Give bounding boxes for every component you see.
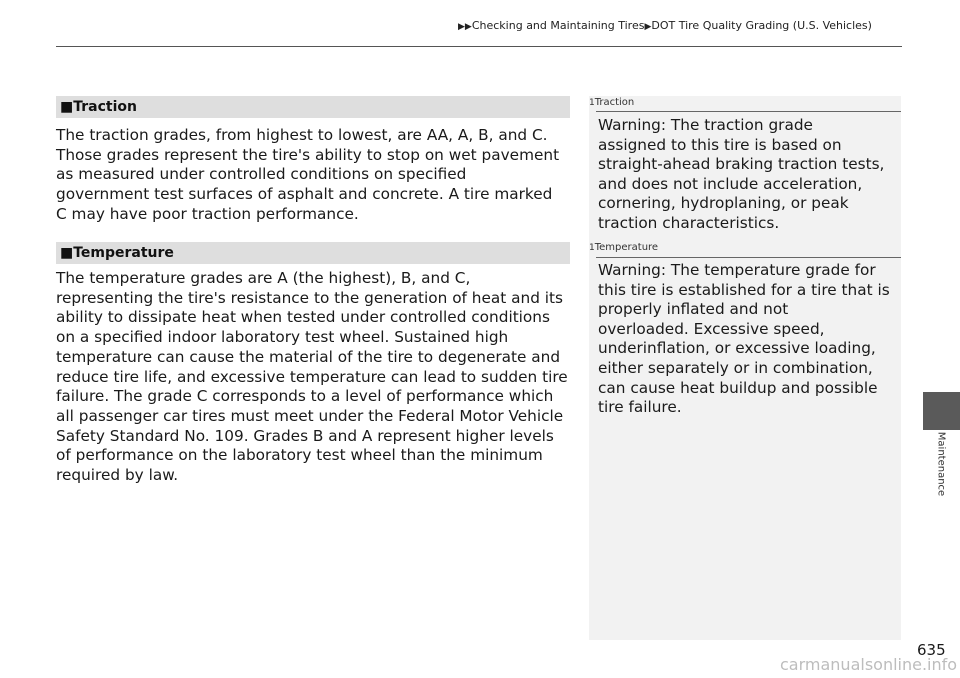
traction-heading-bar [56,96,570,118]
text-line: overloaded. Excessive speed, [598,319,825,338]
breadcrumb-item-dot-grading[interactable]: DOT Tire Quality Grading (U.S. Vehicles) [651,19,872,32]
text-line: can cause heat buildup and possible [598,378,878,397]
note-title: Traction [594,97,635,108]
text-line: traction characteristics. [598,213,780,232]
note-rule [596,257,901,258]
page-number: 635 [917,641,946,659]
text-line: this tire is established for a tire that is [598,280,890,299]
maintenance-chapter-tab[interactable] [923,392,960,430]
note-number: 1 [589,243,595,253]
temperature-paragraph [56,269,576,486]
note-title: Temperature [594,242,659,253]
text-line: as measured under controlled conditions on specified [56,165,467,184]
text-line: assigned to this tire is based on [598,135,842,154]
text-line: either separately or in combination, [598,358,873,377]
temperature-heading-bar [56,242,570,264]
temperature-heading: ■Temperature [60,245,174,261]
breadcrumb-arrow-icon: ▶▶ [458,22,472,32]
note-rule [596,111,901,112]
text-line: ability to dissipate heat when tested under controlled conditions [56,308,550,327]
breadcrumb-item-tires[interactable]: Checking and Maintaining Tires [471,19,645,32]
breadcrumb-separator-icon: ▶ [644,22,652,32]
text-line: underinflation, or excessive loading, [598,339,876,358]
text-line: Warning: The traction grade [598,116,813,134]
text-line: government test surfaces of asphalt and concrete. A tire marked [56,185,553,204]
text-line: required by law. [56,466,179,485]
traction-note-body [598,116,898,234]
maintenance-tab-label: Maintenance [935,431,947,497]
text-line: C may have poor traction performance. [56,204,359,223]
text-line: Warning: The temperature grade for [598,261,876,279]
text-line: all passenger car tires must meet under the Federal Motor Vehicle [56,406,564,425]
temperature-note-body [598,261,898,418]
text-line: representing the tire's resistance to the generation of heat and its [56,288,563,307]
text-line: Those grades represent the tire's ability to stop on wet pavement [56,145,560,164]
breadcrumb [458,19,872,32]
temperature-note-heading [589,242,901,253]
text-line: straight-ahead braking traction tests, [598,155,885,174]
text-line: temperature can cause the material of the tire to degenerate and [56,347,561,366]
watermark: carmanualsonline.info [780,655,958,674]
traction-paragraph [56,126,576,225]
header-rule [56,46,902,47]
text-line: and does not include acceleration, [598,174,863,193]
text-line: Safety Standard No. 109. Grades B and A represent higher levels [56,426,554,445]
text-line: properly inflated and not [598,300,789,319]
note-number: 1 [589,98,595,108]
text-line: of performance on the laboratory test wheel than the minimum [56,446,543,465]
text-line: The temperature grades are A (the highest), B, and C, [56,269,471,287]
text-line: failure. The grade C corresponds to a level of performance which [56,387,554,406]
traction-note-heading [589,97,901,108]
traction-heading: ■Traction [60,99,137,115]
text-line: on a specified indoor laboratory test wheel. Sustained high [56,328,509,347]
text-line: reduce tire life, and excessive temperature can lead to sudden tire [56,367,568,386]
text-line: tire failure. [598,398,682,417]
text-line: cornering, hydroplaning, or peak [598,194,849,213]
text-line: The traction grades, from highest to lowest, are AA, A, B, and C. [56,126,548,144]
